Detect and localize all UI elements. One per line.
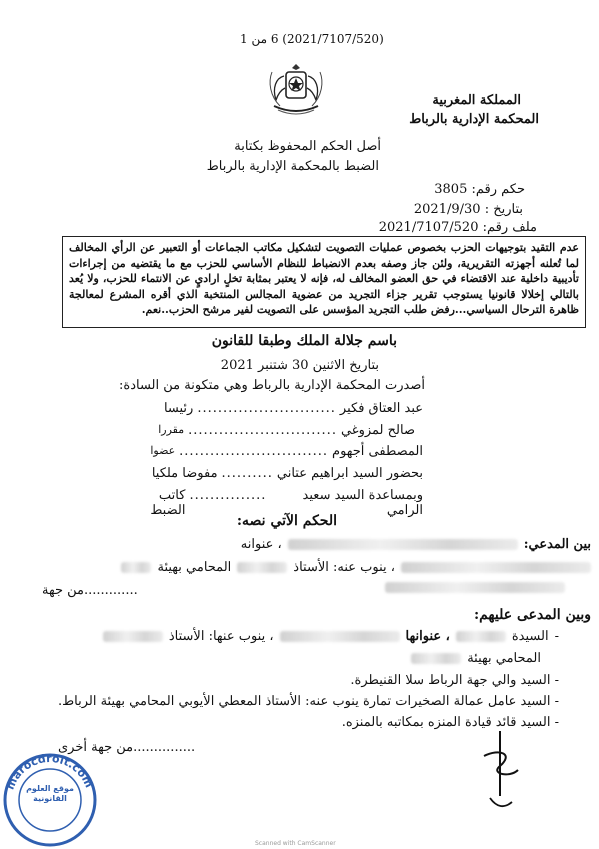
plaintiff-address-label: ، عنوانه (240, 537, 282, 552)
redacted-address (280, 631, 400, 642)
plaintiff-line2 (11, 560, 591, 575)
court-title: المحكمة الإدارية بالرباط (409, 112, 539, 127)
judgment-date: بتاريخ : 2021/9/30 (413, 202, 523, 217)
panel-row (133, 401, 423, 416)
redacted-name (456, 631, 506, 642)
stamp-center-text: موقع العلوم القانونية (26, 784, 74, 803)
panel-dots: ............... (189, 488, 267, 503)
defendant-item-text: السيد قائد قيادة المنزه بمكاتبه بالمنزه. (341, 715, 551, 730)
panel-row (133, 444, 423, 459)
coat-of-arms-emblem (262, 58, 330, 118)
panel-role: مفوضا ملكيا (151, 466, 218, 481)
defendant-line1: - السيدة ، عنوانها ، ينوب عنها: الأستاذ (19, 629, 559, 644)
hearing-date: بتاريخ الاثنين 30 شتنبر 2021 (220, 358, 379, 373)
defendant-item-text: السيد عامل عمالة الصخيرات تمارة ينوب عنه: الأستاذ المعطي الأيوبي المحامي بهيئة الرباط. (57, 694, 551, 709)
plaintiff-line3 (265, 582, 565, 593)
scan-footer: Scanned with CamScanner (255, 840, 336, 847)
plaintiff-lawyer: ، ينوب عنه: الأستاذ (293, 560, 395, 575)
defendant-prefix: السيدة (511, 629, 549, 644)
defendant-bar: المحامي بهيئة (467, 651, 541, 666)
panel-dots: .......... (221, 466, 273, 481)
kingdom-title: المملكة المغربية (432, 93, 521, 108)
panel-name: المصطفى أجهوم (332, 444, 423, 459)
judgment-heading: الحكم الآتي نصه: (236, 513, 337, 529)
panel-role: مقررا (158, 423, 185, 436)
redacted-name (288, 539, 518, 550)
panel-row (135, 423, 415, 438)
panel-name: عبد العتاق فكير (339, 401, 423, 416)
defendant-address-label: ، عنوانها (405, 629, 450, 644)
panel-row (123, 466, 423, 481)
panel-name: وبمساعدة السيد سعيد الرامي (302, 488, 423, 518)
redacted-bar (121, 562, 151, 573)
marocdroit-stamp (2, 752, 98, 848)
redacted-text (385, 582, 565, 593)
plaintiff-bar: المحامي بهيئة (157, 560, 232, 575)
page-number: (2021/7107/520) 6 من 1 (240, 32, 384, 46)
panel-name: بحضور السيد ابراهيم عتاني (276, 466, 423, 481)
panel-name: صالح لمزوغي (340, 423, 415, 438)
panel-dots: ............................. (188, 423, 337, 438)
defendant-item-3: - السيد قائد قيادة المنزه بمكاتبه بالمنزه. (341, 715, 559, 730)
defendant-item-text: السيد والي جهة الرباط سلا القنيطرة. (350, 673, 551, 688)
redacted-lawyer (103, 631, 163, 642)
in-the-name-heading: باسم جلالة الملك وطبقا للقانون (211, 333, 397, 349)
defendant-item-2: - السيد عامل عمالة الصخيرات تمارة ينوب عنه: الأستاذ المعطي الأيوبي المحامي بهيئة الرباط. (57, 694, 559, 709)
panel-dots: ............................. (179, 444, 329, 459)
redacted-lawyer (237, 562, 287, 573)
panel-role: رئيسا (163, 401, 194, 416)
issued-by: أصدرت المحكمة الإدارية بالرباط وهي متكونة من السادة: (119, 378, 425, 393)
signature-scribble (470, 726, 530, 816)
stamp-top-text: marocdroit.com (3, 752, 96, 792)
summary-text: عدم التقيد بتوجيهات الحزب بخصوص عمليات التصويت لتشكيل مكاتب الجماعات أو التعبير عن الرأي المخالف لما تُعلنه أجهزته التقريرية، ولئن جاز وصفه بعدم الانضباط للنظام الأساسي للحزب مع ما يقتضيه من إجراءات تأديبية داخلية عند الاقتضاء في حق العضو المخالف له، فإنه لا يعتبر بمثابة تخلٍ اراديٍ عن الانتماء للحزب، ولا يُعد بالتالي إخلالا قانونيا يستوجب تقرير جزاء التجريد من عضوية المجالس المنتخبة الذي أقره المشرع لمعالجة ظاهرة الترحال السياسي...رفض طلب التجريد المؤسس على التصويت لفير مرشح الحزب..نعم. (69, 241, 579, 316)
defendant-item-1: - السيد والي جهة الرباط سلا القنيطرة. (350, 673, 559, 688)
redacted-bar (411, 653, 461, 664)
defendant-line2 (411, 651, 541, 666)
panel-role: عضوا (150, 444, 176, 457)
original-title-line1: أصل الحكم المحفوظ بكتابة (234, 139, 381, 154)
summary-box (62, 236, 586, 328)
panel-dots: ........................... (197, 401, 336, 416)
defendants-label: وبين المدعى عليهم: (473, 607, 591, 623)
redacted-address (401, 562, 591, 573)
original-title-line2: الضبط بالمحكمة الإدارية بالرباط (206, 159, 379, 174)
defendant-lawyer-label: ، ينوب عنها: الأستاذ (168, 629, 274, 644)
file-number: ملف رقم: 2021/7107/520 (378, 220, 537, 235)
panel-role: كاتب الضبط (150, 488, 186, 518)
plaintiff-label: بين المدعي: (523, 537, 591, 552)
plaintiff-line1 (11, 537, 591, 552)
from-other-side: ...............من جهة أخرى (58, 740, 196, 755)
from-one-side: .............من جهة (42, 583, 138, 598)
judgment-number: حكم رقم: 3805 (434, 182, 525, 197)
